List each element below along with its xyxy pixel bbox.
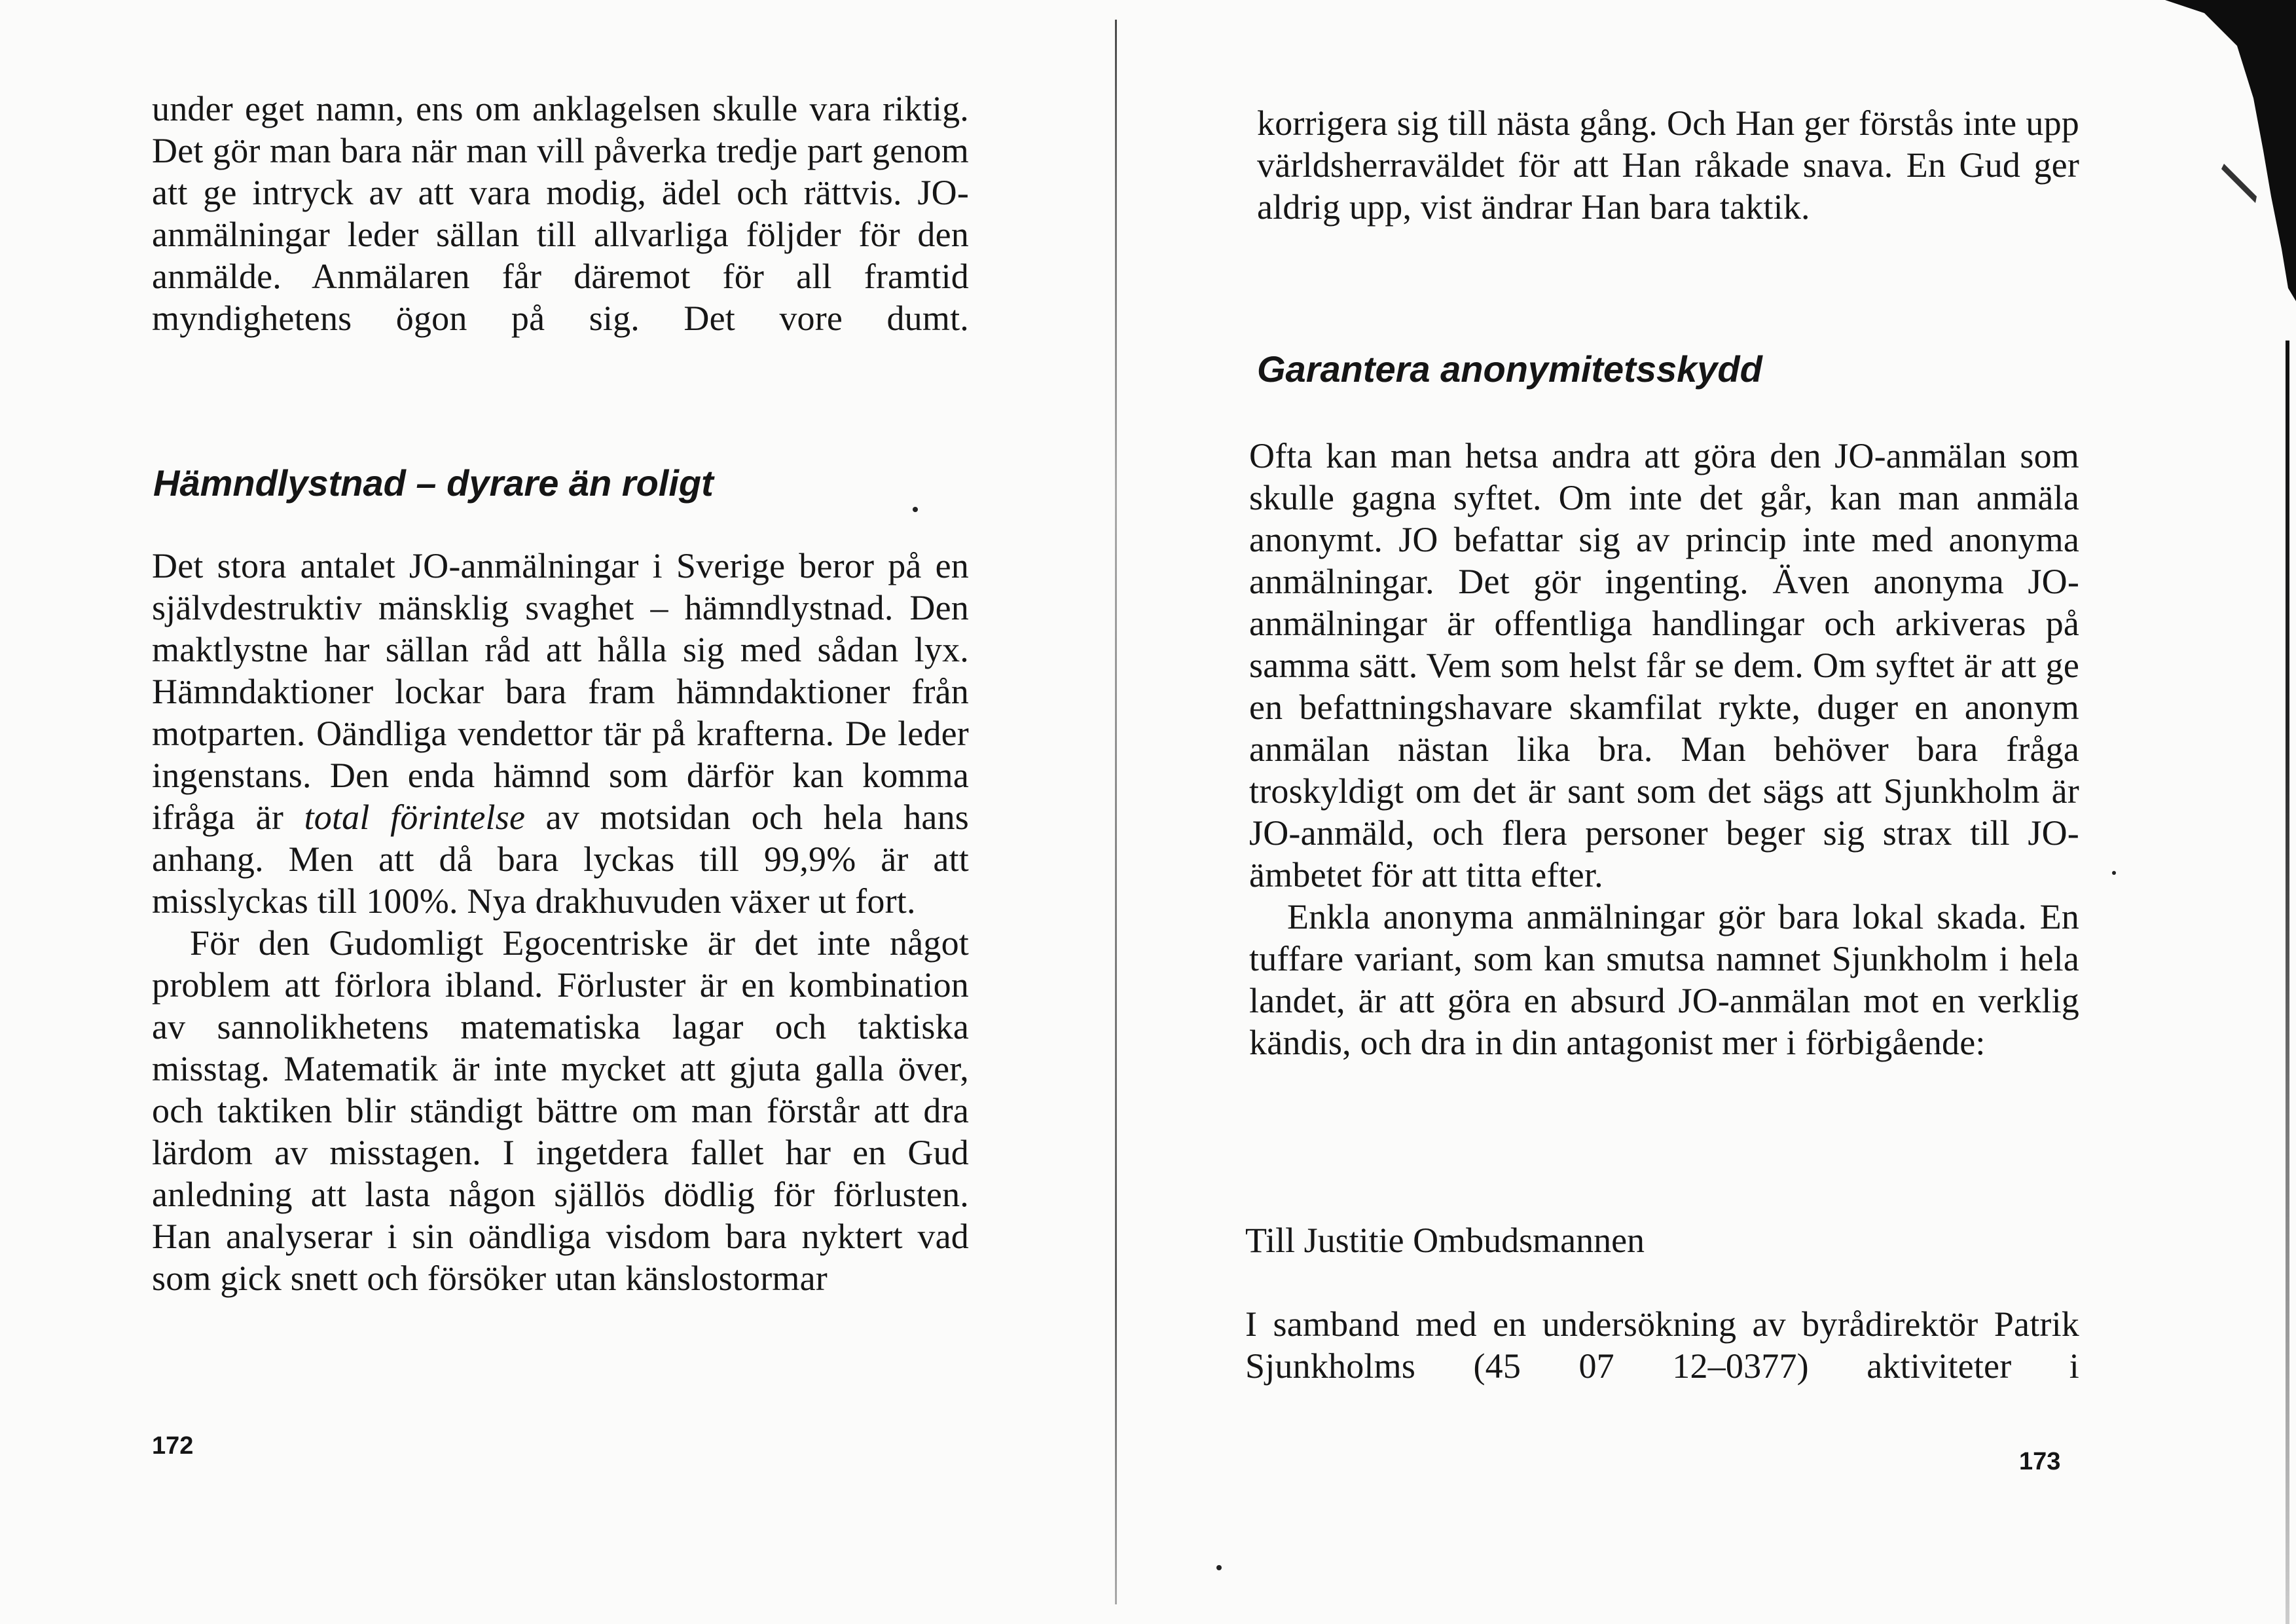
left-p1-italic-phrase: total förintelse — [304, 798, 526, 837]
right-section-body — [1249, 435, 2079, 1063]
letter-salutation: Till Justitie Ombudsmannen — [1245, 1221, 1645, 1260]
scan-speck — [2112, 871, 2116, 875]
letter-body-text — [1245, 1303, 2079, 1387]
left-p1-part2: av motsidan och hela hans anhang. Men att då bara lyckas till 99,9% är att misslyckas till 100%. Nya drakhuvuden växer ut fort. — [152, 798, 969, 921]
left-page-number: 172 — [152, 1432, 194, 1460]
scan-edge-shadow — [2126, 0, 2296, 301]
left-page — [0, 0, 1113, 1624]
book-gutter — [1115, 20, 1117, 1604]
letter-body-paragraph: I samband med en undersökning av byrådirektör Patrik Sjunkholms (45 07 12–0377) aktiviteter i — [1245, 1304, 2079, 1386]
right-opening-paragraph: korrigera sig till nästa gång. Och Han ger förstås inte upp världsherraväldet för att Han råkade snava. En Gud ger aldrig upp, vist ändrar Han bara taktik. — [1257, 103, 2079, 227]
left-opening-paragraph: under eget namn, ens om anklagelsen skulle vara riktig. Det gör man bara när man vill påverka tredje part genom att ge intryck av att vara modig, ädel och rättvis. JO-anmälningar leder sällan till allvarliga följder för den anmälde. Anmälaren får däremot för all framtid myndighetens ögon på sig. Det vore dumt. — [152, 89, 969, 338]
scan-speck — [913, 507, 918, 512]
left-section-heading: Hämndlystnad – dyrare än roligt — [153, 462, 714, 504]
right-section-paragraph-1: Ofta kan man hetsa andra att göra den JO-anmälan som skulle gagna syftet. Om inte det går, kan man anmäla anonymt. JO befattar sig av princip inte med anonyma anmälningar. Det gör ingenting. Även anonyma JO-anmälningar är offentliga handlingar och arkiveras på samma sätt. Vem som helst får se dem. Om syftet är att ge en befattningshavare skamfilat rykte, duger en anonym anmälan nästan lika bra. Man behöver bara fråga troskyldigt om det är sant som det sägs att Sjunkholm är JO-anmäld, och flera personer beger sig strax till JO-ämbetet för att titta efter. — [1249, 436, 2079, 895]
left-top-text — [152, 88, 969, 339]
right-top-text — [1257, 102, 2079, 228]
left-p1-part1: Det stora antalet JO-anmälningar i Sverige beror på en självdestruktiv mänsklig svaghet – hämndlystnad. Den maktlystne har sällan råd att hålla sig med sådan lyx. Hämndaktioner lockar bara fram hämndaktioner från motparten. Oändliga vendettor tär på krafterna. De leder ingenstans. Den enda hämnd som därför kan komma ifråga är — [152, 546, 969, 837]
left-section-body — [152, 545, 969, 1299]
right-section-heading: Garantera anonymitetsskydd — [1257, 348, 1762, 390]
right-section-paragraph-2: Enkla anonyma anmälningar gör bara lokal skada. En tuffare variant, som kan smutsa namnet Sjunkholm i hela landet, är att göra en absurd JO-anmälan mot en verklig kändis, och dra in din antagonist mer i förbigående: — [1249, 897, 2079, 1062]
left-section-paragraph-1 — [152, 545, 969, 922]
left-section-paragraph-2: För den Gudomligt Egocentriske är det inte något problem att förlora ibland. Förluster är en kombination av sannolikhetens matematiska lagar och taktiska misstag. Matematik är inte mycket att gjuta galla över, och taktiken blir ständigt bättre om man förstår att dra lärdom av misstagen. I ingetdera fallet har en Gud anledning att lasta någon själlös dödlig för förlusten. Han analyserar i sin oändliga visdom bara nyktert vad som gick snett och försöker utan känslostormar — [152, 923, 969, 1298]
right-page-number: 173 — [2019, 1448, 2061, 1475]
scan-speck — [1216, 1565, 1222, 1570]
right-page — [1118, 0, 2296, 1624]
scan-right-edge-line — [2286, 341, 2289, 1624]
